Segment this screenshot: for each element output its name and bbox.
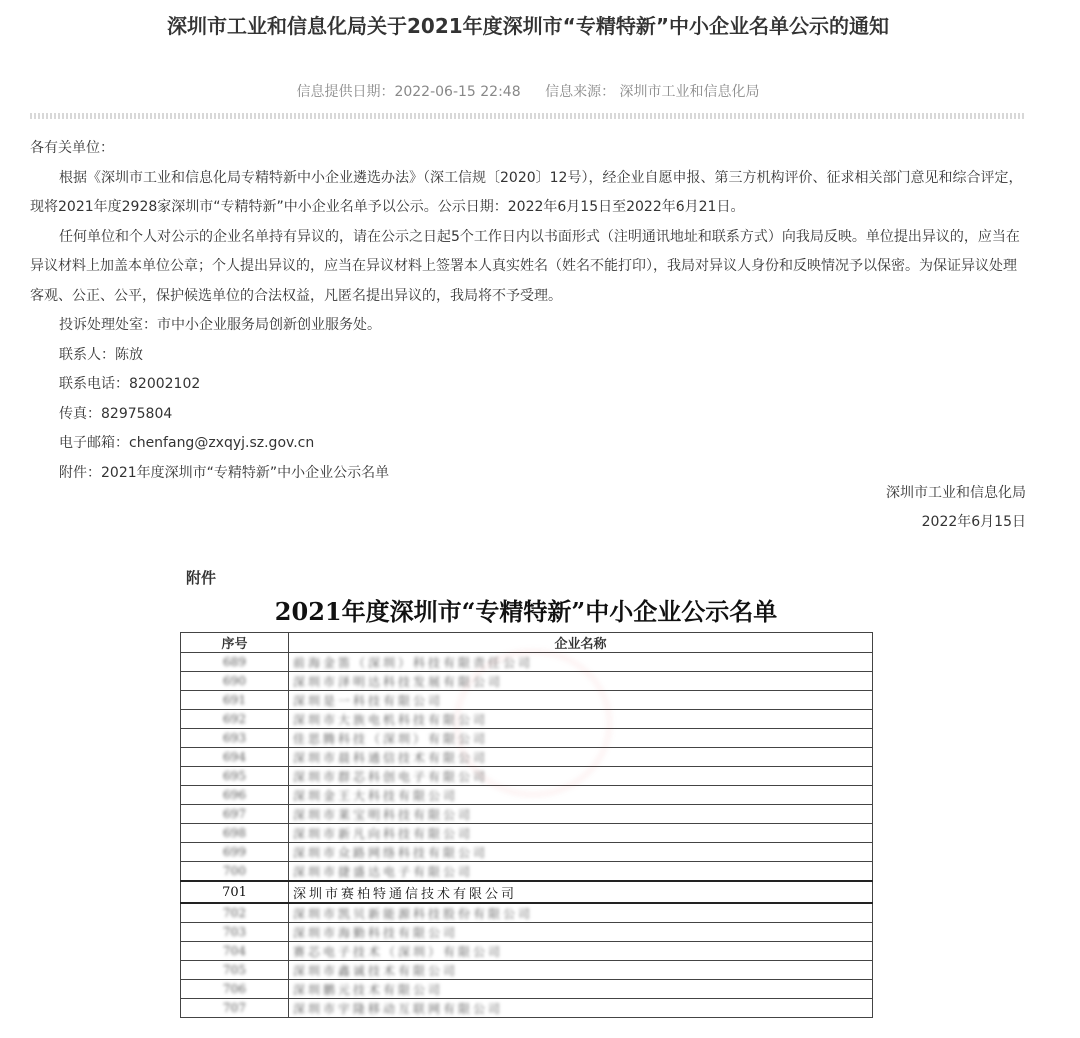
table-row xyxy=(181,903,873,923)
attachment-note: 附件：2021年度深圳市“专精特新”中小企业公示名单 xyxy=(59,464,390,481)
row-index: 702 xyxy=(181,903,289,923)
divider xyxy=(30,113,1026,119)
header-company-name: 企业名称 xyxy=(289,633,873,653)
table-row xyxy=(181,961,873,980)
row-company-name: 深圳市鑫诚技术有限公司 xyxy=(289,961,873,980)
table-row xyxy=(181,980,873,999)
row-company-name: 深圳金王大科技有限公司 xyxy=(289,786,873,805)
row-company-name: 前海金笛（深圳）科技有限责任公司 xyxy=(289,653,873,672)
row-index: 691 xyxy=(181,691,289,710)
table-row xyxy=(181,862,873,882)
row-company-name: 深圳市海勤科技有限公司 xyxy=(289,923,873,942)
signature-block xyxy=(886,479,1026,537)
row-index: 689 xyxy=(181,653,289,672)
row-index: 700 xyxy=(181,862,289,882)
paragraph-2: 任何单位和个人对公示的企业名单持有异议的，请在公示之日起5个工作日内以书面形式（注明通讯地址和联系方式）向我局反映。单位提出异议的，应当在异议材料上加盖本单位公章；个人提出异议的，应当在异议材料上签署本人真实姓名（姓名不能打印），我局对异议人身份和反映情况予以保密。为保证异议处理客观、公正、公平，保护候选单位的合法权益，凡匿名提出异议的，我局将不予受理。 xyxy=(30,228,1020,304)
notice-body xyxy=(30,134,1030,488)
row-index: 692 xyxy=(181,710,289,729)
row-company-name: 深圳市赛柏特通信技术有限公司 xyxy=(289,881,873,903)
row-company-name: 深圳市宇隆移动互联网有限公司 xyxy=(289,999,873,1018)
row-index: 706 xyxy=(181,980,289,999)
article-meta xyxy=(0,81,1056,101)
row-index: 696 xyxy=(181,786,289,805)
row-company-name: 深圳市大族电机科技有限公司 xyxy=(289,710,873,729)
contact-person: 联系人：陈放 xyxy=(59,346,143,363)
row-company-name: 深圳鹏元技术有限公司 xyxy=(289,980,873,999)
table-row xyxy=(181,824,873,843)
row-company-name: 深圳市群芯科创电子有限公司 xyxy=(289,767,873,786)
row-company-name: 佳思腾科技（深圳）有限公司 xyxy=(289,729,873,748)
table-row xyxy=(181,805,873,824)
publish-date: 信息提供日期：2022-06-15 22:48 xyxy=(296,84,521,100)
row-company-name: 深圳市新凡向科技有限公司 xyxy=(289,824,873,843)
info-source: 信息来源： 深圳市工业和信息化局 xyxy=(545,84,760,100)
row-index: 707 xyxy=(181,999,289,1018)
signature-date: 2022年6月15日 xyxy=(921,514,1026,530)
page-title: 深圳市工业和信息化局关于2021年度深圳市“专精特新”中小企业名单公示的通知 xyxy=(167,14,889,38)
row-index: 693 xyxy=(181,729,289,748)
salutation: 各有关单位： xyxy=(30,140,114,156)
row-company-name: 深圳市晨科通信技术有限公司 xyxy=(289,748,873,767)
row-index: 694 xyxy=(181,748,289,767)
row-company-name: 深圳市泽明达科技发展有限公司 xyxy=(289,672,873,691)
row-index: 701 xyxy=(181,881,289,903)
row-index: 690 xyxy=(181,672,289,691)
header-index: 序号 xyxy=(181,633,289,653)
row-company-name: 深圳市莱宝明科技有限公司 xyxy=(289,805,873,824)
row-index: 699 xyxy=(181,843,289,862)
contact-email: 电子邮箱：chenfang@zxqyj.sz.gov.cn xyxy=(59,435,315,451)
contact-phone: 联系电话：82002102 xyxy=(59,376,201,392)
signature-org: 深圳市工业和信息化局 xyxy=(886,485,1026,501)
paragraph-1: 根据《深圳市工业和信息化局专精特新中小企业遴选办法》（深工信规〔2020〕12号），经企业自愿申报、第三方机构评价、征求相关部门意见和综合评定，现将2021年度2928家深圳市“专精特新”中小企业名单予以公示。公示日期：2022年6月15日至2022年6月21日。 xyxy=(30,169,1023,215)
table-row xyxy=(181,843,873,862)
attachment-label: 附件 xyxy=(186,569,217,587)
row-company-name: 深圳市凯贝新能源科技股份有限公司 xyxy=(289,903,873,923)
row-company-name: 深圳是一科技有限公司 xyxy=(289,691,873,710)
faded-stamp xyxy=(455,650,611,796)
table-row xyxy=(181,942,873,961)
row-index: 697 xyxy=(181,805,289,824)
row-company-name: 深圳市捷盛达电子有限公司 xyxy=(289,862,873,882)
table-row xyxy=(181,999,873,1018)
row-company-name: 深圳市众路网络科技有限公司 xyxy=(289,843,873,862)
row-index: 698 xyxy=(181,824,289,843)
complaint-office: 投诉处理处室：市中小企业服务局创新创业服务处。 xyxy=(59,317,381,333)
row-company-name: 赛芯电子技术（深圳）有限公司 xyxy=(289,942,873,961)
attachment-title: 2021年度深圳市“专精特新”中小企业公示名单 xyxy=(274,597,778,626)
fax-number: 传真：82975804 xyxy=(59,405,173,422)
table-row xyxy=(181,923,873,942)
row-index: 703 xyxy=(181,923,289,942)
row-index: 705 xyxy=(181,961,289,980)
row-index: 695 xyxy=(181,767,289,786)
table-row xyxy=(181,881,873,903)
row-index: 704 xyxy=(181,942,289,961)
